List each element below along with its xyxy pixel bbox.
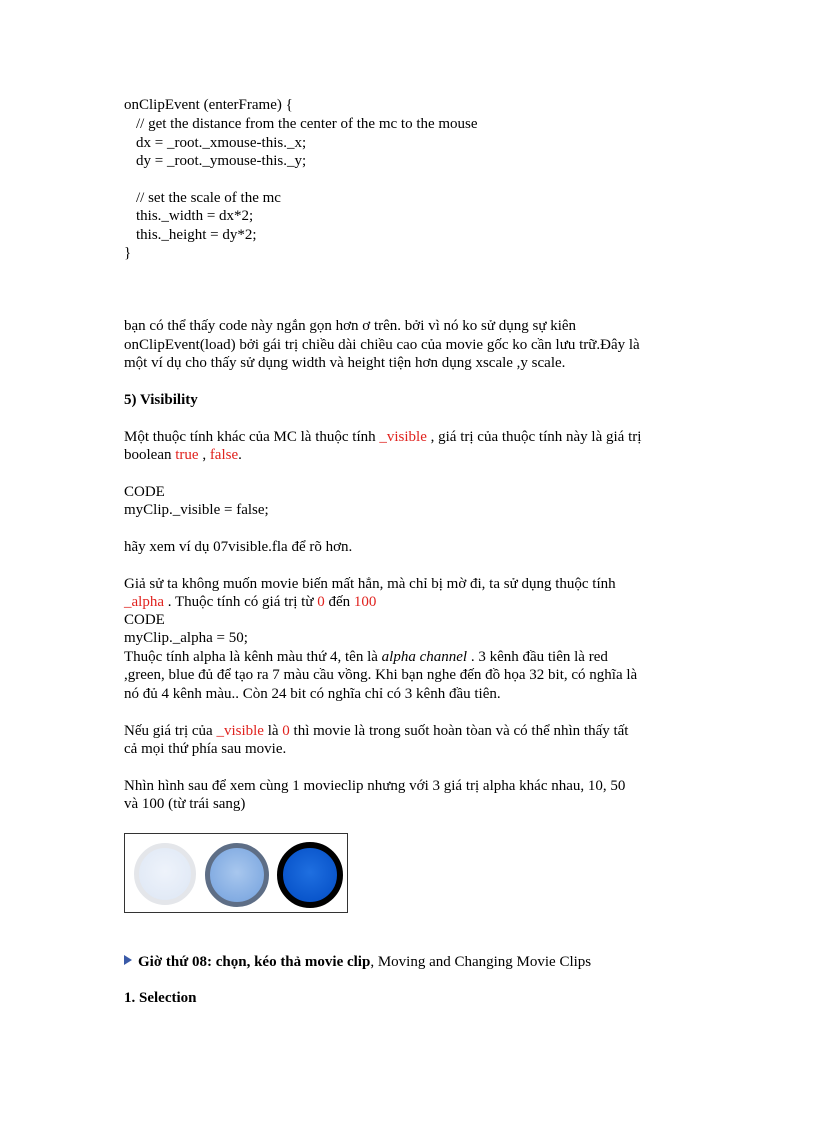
text-run: . Thuộc tính có giá trị từ bbox=[163, 594, 318, 610]
movieclip-alpha-100-circle bbox=[277, 842, 343, 908]
lesson-title bbox=[124, 953, 591, 971]
code-line: onClipEvent (enterFrame) { bbox=[124, 97, 293, 113]
text-run: đến bbox=[324, 594, 354, 610]
code-line: } bbox=[124, 245, 132, 261]
value-false: false bbox=[209, 447, 239, 463]
code-line: myClip._visible = false; bbox=[124, 502, 269, 518]
value-true: true bbox=[175, 447, 199, 463]
text-run: là bbox=[263, 723, 283, 739]
lesson-title-bold: Giờ thứ 08: chọn, kéo thả movie clip bbox=[138, 954, 371, 970]
bullet-arrow-icon bbox=[124, 955, 132, 965]
movieclip-alpha-50-circle bbox=[205, 843, 269, 907]
subsection-heading: 1. Selection bbox=[124, 990, 197, 1006]
text-run: thì movie là trong suốt hoàn tòan và có thể nhìn thấy tất bbox=[289, 723, 629, 739]
code-line: myClip._alpha = 50; bbox=[124, 630, 248, 646]
paragraph-line: Nhìn hình sau để xem cùng 1 movieclip nhưng với 3 giá trị alpha khác nhau, 10, 50 bbox=[124, 778, 626, 794]
code-line: this._height = dy*2; bbox=[136, 227, 257, 243]
paragraph-line: Giả sử ta không muốn movie biến mất hẳn, mà chỉ bị mờ đi, ta sử dụng thuộc tính bbox=[124, 576, 616, 592]
lesson-title-rest: , Moving and Changing Movie Clips bbox=[370, 954, 592, 970]
paragraph-line bbox=[124, 722, 628, 740]
paragraph-line: ,green, blue đủ để tạo ra 7 màu cầu vồng. Khi bạn nghe đến đồ họa 32 bit, có nghĩa là bbox=[124, 667, 638, 683]
paragraph-line: hãy xem ví dụ 07visible.fla để rõ hơn. bbox=[124, 539, 353, 555]
text-run: . 3 kênh đầu tiên là red bbox=[467, 649, 608, 665]
text-run: , bbox=[198, 447, 210, 463]
code-comment: // get the distance from the center of the mc to the mouse bbox=[136, 116, 478, 132]
text-run: . bbox=[238, 447, 242, 463]
code-line: dy = _root._ymouse-this._y; bbox=[136, 153, 307, 169]
code-comment: // set the scale of the mc bbox=[136, 190, 281, 206]
text-run: Nếu giá trị của bbox=[124, 723, 217, 739]
paragraph-line bbox=[124, 428, 641, 446]
value-max: 100 bbox=[353, 594, 377, 610]
code-line: dx = _root._xmouse-this._x; bbox=[136, 135, 307, 151]
movieclip-alpha-10-circle bbox=[134, 843, 196, 905]
text-run: Một thuộc tính khác của MC là thuộc tính bbox=[124, 429, 380, 445]
paragraph-line: onClipEvent(load) bởi gái trị chiều dài chiều cao của movie gốc ko cần lưu trữ.Đây là bbox=[124, 337, 640, 353]
section-heading: 5) Visibility bbox=[124, 392, 198, 408]
paragraph-line: bạn có thể thấy code này ngắn gọn hơn ơ trên. bởi vì nó ko sử dụng sự kiên bbox=[124, 318, 577, 334]
property-name: _alpha bbox=[124, 594, 164, 610]
italic-term: alpha channel bbox=[381, 649, 468, 665]
paragraph-line bbox=[124, 446, 242, 464]
property-name: _visible bbox=[216, 723, 264, 739]
paragraph-line bbox=[124, 593, 376, 611]
code-line: this._width = dx*2; bbox=[136, 208, 254, 224]
paragraph-line: và 100 (từ trái sang) bbox=[124, 796, 246, 812]
paragraph-line: cả mọi thứ phía sau movie. bbox=[124, 741, 287, 757]
paragraph-line: một ví dụ cho thấy sử dụng width và height tiện hơn dụng xscale ,y scale. bbox=[124, 355, 566, 371]
text-run: boolean bbox=[124, 447, 176, 463]
paragraph-line: nó đủ 4 kênh màu.. Còn 24 bit có nghĩa chỉ có 3 kênh đầu tiên. bbox=[124, 686, 501, 702]
text-run: , giá trị của thuộc tính này là giá trị bbox=[426, 429, 642, 445]
text-run: Thuộc tính alpha là kênh màu thứ 4, tên là bbox=[124, 649, 382, 665]
property-name: _visible bbox=[379, 429, 427, 445]
value-zero: 0 bbox=[282, 723, 290, 739]
code-label: CODE bbox=[124, 612, 165, 628]
value-min: 0 bbox=[317, 594, 325, 610]
alpha-comparison-figure bbox=[124, 833, 348, 913]
paragraph-line bbox=[124, 648, 608, 666]
code-label: CODE bbox=[124, 484, 165, 500]
